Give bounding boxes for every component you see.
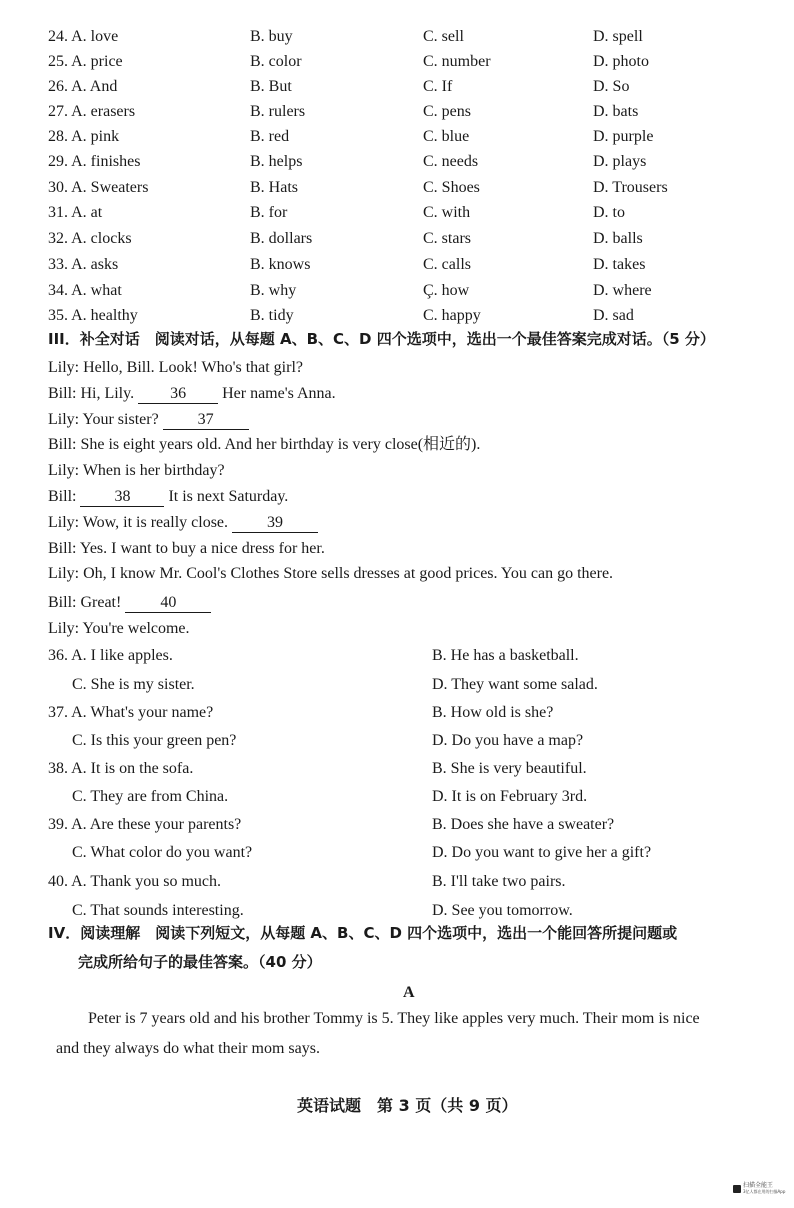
option-b: B. for — [250, 204, 288, 221]
option-a: 35. A. healthy — [48, 307, 138, 324]
dialogue-option-c: C. They are from China. — [72, 788, 229, 805]
option-d: D. takes — [593, 256, 646, 273]
section-4-heading: IV．阅读理解 阅读下列短文，从每题 A、B、C、D 四个选项中，选出一个能回答所提问题或 — [48, 924, 678, 942]
dialogue-line: Bill: Yes. I want to buy a nice dress for her. — [48, 540, 325, 557]
option-a: 25. A. price — [48, 53, 123, 70]
dialogue-option-d: D. Do you have a map? — [432, 732, 584, 749]
option-d: D. where — [593, 282, 652, 299]
dialogue-option-a: 38. A. It is on the sofa. — [48, 760, 194, 777]
dialogue-option-d: D. See you tomorrow. — [432, 902, 573, 919]
passage-line: Peter is 7 years old and his brother Tommy is 5. They like apples very much. Their mom is nice — [88, 1010, 700, 1027]
dialogue-option-b: B. She is very beautiful. — [432, 760, 587, 777]
option-d: D. to — [593, 204, 625, 221]
option-a: 28. A. pink — [48, 128, 120, 145]
option-d: D. Trousers — [593, 179, 668, 196]
dialogue-line: Bill: Hi, Lily. 36 Her name's Anna. — [48, 385, 336, 402]
blank-36: 36 — [138, 386, 218, 404]
option-c: C. If — [423, 78, 453, 95]
option-c: C. sell — [423, 28, 464, 45]
dialogue-line: Lily: Oh, I know Mr. Cool's Clothes Store sells dresses at good prices. You can go there. — [48, 565, 614, 582]
option-d: D. balls — [593, 230, 643, 247]
option-c: C. number — [423, 53, 491, 70]
watermark-title: 扫描全能王 — [743, 1182, 774, 1189]
option-d: D. purple — [593, 128, 654, 145]
option-a: 31. A. at — [48, 204, 103, 221]
option-d: D. So — [593, 78, 630, 95]
dialogue-line: Lily: Hello, Bill. Look! Who's that girl? — [48, 359, 303, 376]
dialogue-line: Bill: She is eight years old. And her birthday is very close(相近的). — [48, 436, 481, 453]
option-b: B. why — [250, 282, 297, 299]
option-b: B. Hats — [250, 179, 298, 196]
option-b: B. But — [250, 78, 292, 95]
option-c: C. stars — [423, 230, 471, 247]
dialogue-option-c: C. She is my sister. — [72, 676, 195, 693]
dialogue-option-c: C. Is this your green pen? — [72, 732, 237, 749]
option-b: B. buy — [250, 28, 293, 45]
option-c: C. needs — [423, 153, 479, 170]
option-a: 32. A. clocks — [48, 230, 132, 247]
blank-40: 40 — [125, 595, 211, 613]
option-c: C. happy — [423, 307, 481, 324]
dialogue-option-a: 39. A. Are these your parents? — [48, 816, 242, 833]
passage-title: A — [403, 984, 415, 1001]
dialogue-option-b: B. How old is she? — [432, 704, 554, 721]
dialogue-option-d: D. Do you want to give her a gift? — [432, 844, 652, 861]
watermark-subtitle: 3亿人都在用的扫描App — [743, 1189, 786, 1194]
dialogue-line: Bill: 38 It is next Saturday. — [48, 488, 289, 505]
passage-line: and they always do what their mom says. — [56, 1040, 320, 1057]
option-c: C. blue — [423, 128, 470, 145]
dialogue-option-c: C. That sounds interesting. — [72, 902, 244, 919]
option-c: C. calls — [423, 256, 471, 273]
option-b: B. helps — [250, 153, 303, 170]
option-c: Ç. how — [423, 282, 470, 299]
option-a: 34. A. what — [48, 282, 122, 299]
option-d: D. spell — [593, 28, 643, 45]
option-b: B. knows — [250, 256, 311, 273]
blank-39: 39 — [232, 515, 318, 533]
option-a: 29. A. finishes — [48, 153, 141, 170]
option-a: 33. A. asks — [48, 256, 119, 273]
dialogue-line: Bill: Great! 40 — [48, 595, 211, 613]
blank-38: 38 — [80, 489, 164, 507]
section-3-heading: III．补全对话 阅读对话，从每题 A、B、C、D 四个选项中，选出一个最佳答案完成对话。（5 分） — [48, 330, 715, 348]
scanner-watermark — [733, 1183, 785, 1194]
option-c: C. pens — [423, 103, 471, 120]
option-d: D. bats — [593, 103, 639, 120]
option-a: 30. A. Sweaters — [48, 179, 149, 196]
dialogue-option-d: D. It is on February 3rd. — [432, 788, 588, 805]
dialogue-option-c: C. What color do you want? — [72, 844, 253, 861]
scanner-logo-icon — [733, 1185, 741, 1193]
option-a: 24. A. love — [48, 28, 119, 45]
blank-37: 37 — [163, 412, 249, 430]
option-c: C. with — [423, 204, 471, 221]
dialogue-option-b: B. He has a basketball. — [432, 647, 579, 664]
section-4-heading-cont: 完成所给句子的最佳答案。（40 分） — [78, 953, 322, 971]
dialogue-option-d: D. They want some salad. — [432, 676, 598, 693]
option-b: B. color — [250, 53, 302, 70]
option-b: B. rulers — [250, 103, 306, 120]
option-a: 27. A. erasers — [48, 103, 136, 120]
dialogue-option-b: B. I'll take two pairs. — [432, 873, 566, 890]
option-b: B. dollars — [250, 230, 313, 247]
dialogue-line: Lily: Your sister? 37 — [48, 412, 249, 430]
option-b: B. tidy — [250, 307, 294, 324]
option-d: D. sad — [593, 307, 634, 324]
option-a: 26. A. And — [48, 78, 118, 95]
dialogue-line: Lily: Wow, it is really close. 39 — [48, 515, 318, 533]
page-footer: 英语试题 第 3 页（共 9 页） — [297, 1096, 518, 1115]
dialogue-option-a: 36. A. I like apples. — [48, 647, 173, 664]
dialogue-option-b: B. Does she have a sweater? — [432, 816, 615, 833]
dialogue-line: Lily: When is her birthday? — [48, 462, 225, 479]
dialogue-option-a: 40. A. Thank you so much. — [48, 873, 222, 890]
option-c: C. Shoes — [423, 179, 480, 196]
option-d: D. photo — [593, 53, 649, 70]
option-b: B. red — [250, 128, 290, 145]
dialogue-option-a: 37. A. What's your name? — [48, 704, 214, 721]
dialogue-line: Lily: You're welcome. — [48, 620, 190, 637]
option-d: D. plays — [593, 153, 647, 170]
